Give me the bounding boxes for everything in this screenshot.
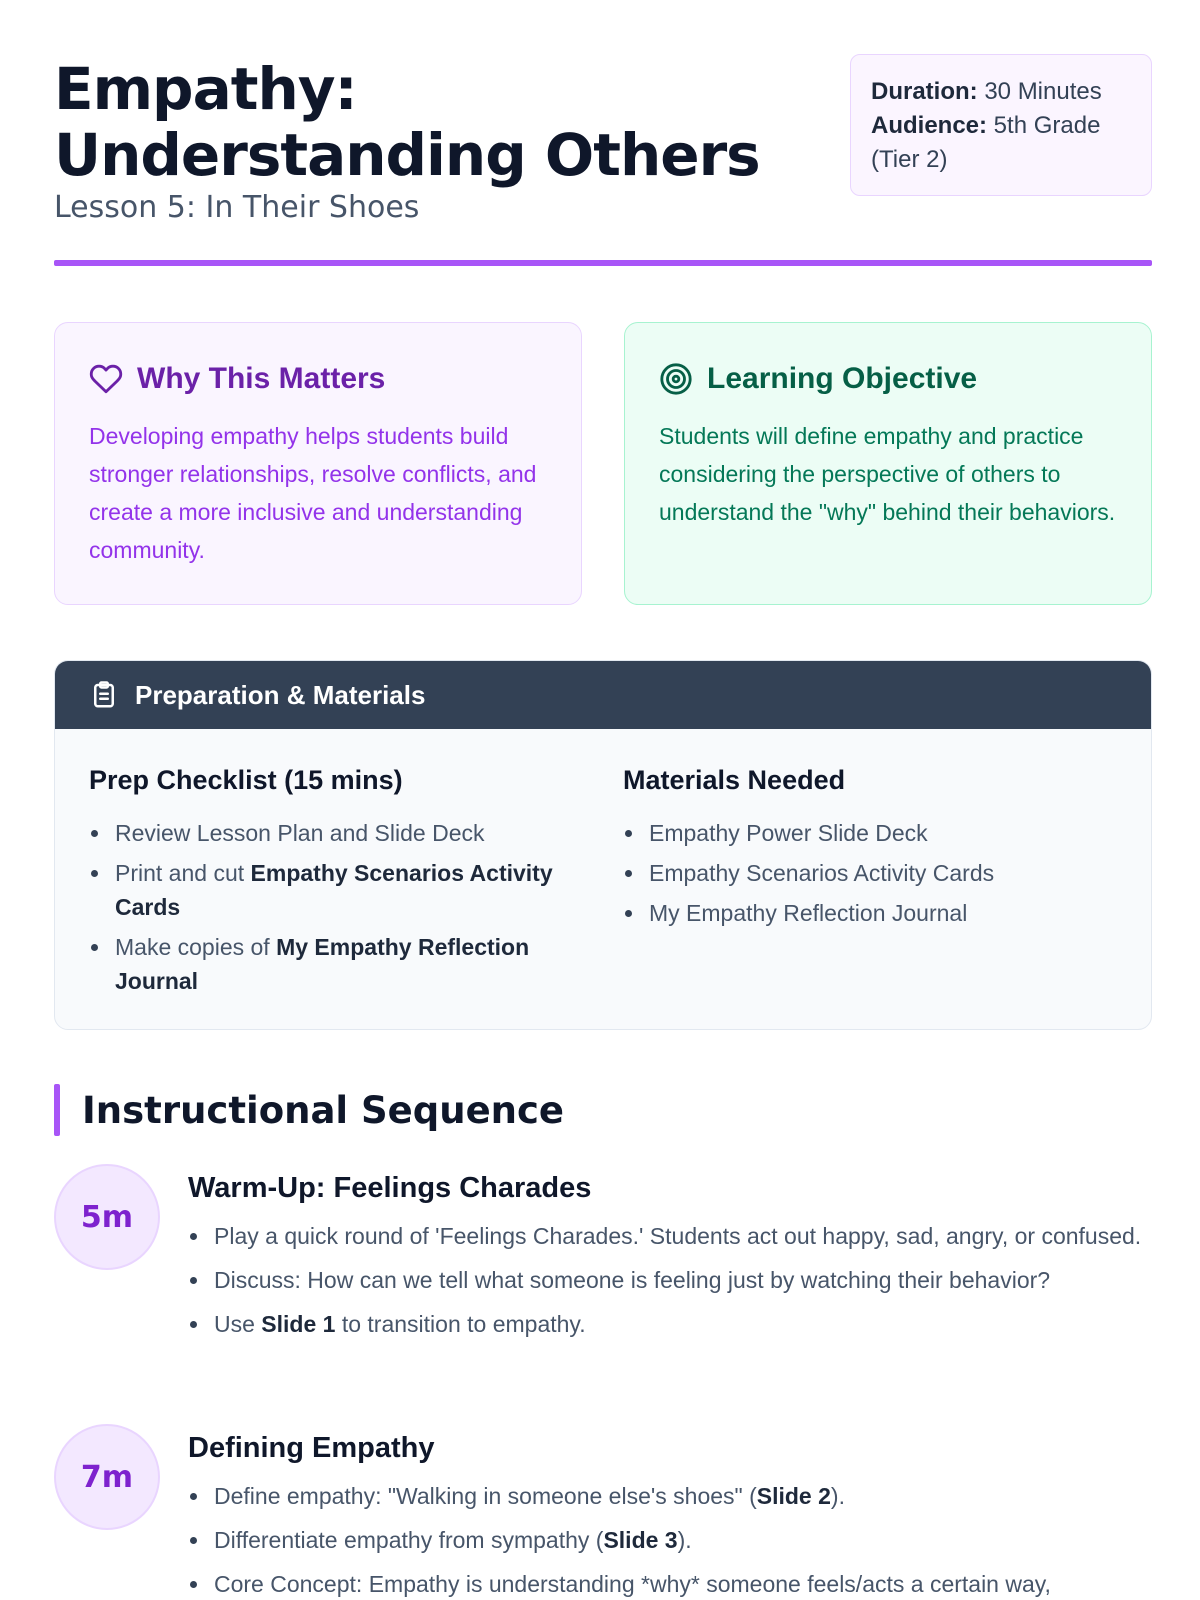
why-card-title: Why This Matters (137, 362, 386, 395)
why-card-header (89, 361, 547, 397)
list-item-text: Print and cut (115, 860, 251, 886)
lesson-plan-page (54, 0, 1152, 1597)
list-item (188, 1477, 1152, 1515)
prep-checklist-column (89, 765, 589, 1004)
audience-row (871, 109, 1131, 177)
duration-row (871, 75, 1131, 109)
intro-cards (54, 322, 1152, 605)
header-divider (54, 260, 1152, 266)
duration-value: 30 Minutes (977, 78, 1102, 105)
list-item-text: Play a quick round of 'Feelings Charades.' Students act out happy, sad, angry, or confused. (214, 1223, 1142, 1249)
step-body (188, 1172, 1152, 1349)
step-list (188, 1477, 1152, 1600)
list-item-bold: Empathy Scenarios Activity Cards (115, 860, 553, 920)
why-card-text: Developing empathy helps students build stronger relationships, resolve conflicts, and create a more inclusive and understanding community. (89, 423, 537, 563)
materials-column (623, 765, 1123, 936)
clipboard-icon (89, 680, 119, 710)
prep-title: Preparation & Materials (135, 679, 426, 710)
target-icon (659, 362, 693, 396)
objective-card-text: Students will define empathy and practice considering the perspective of others to understand the "why" behind their behaviors. (659, 423, 1116, 525)
materials-title: Materials Needed (623, 765, 846, 795)
why-this-matters-card (54, 322, 582, 605)
list-item: My Empathy Reflection Journal (623, 896, 1123, 930)
step-title: Defining Empathy (188, 1432, 435, 1464)
list-item (89, 816, 589, 850)
list-item-text: ). (677, 1527, 692, 1553)
list-item-bold: My Empathy Reflection Journal (115, 934, 530, 994)
prep-checklist-title: Prep Checklist (15 mins) (89, 765, 403, 795)
audience-value: 5th Grade (Tier 2) (871, 112, 1101, 173)
duration-label: Duration: (871, 78, 978, 105)
time-badge: 5m (54, 1164, 160, 1270)
list-item (89, 856, 589, 924)
list-item-bold: Slide 1 (261, 1311, 336, 1337)
list-item (188, 1521, 1152, 1559)
section-title: Instructional Sequence (82, 1088, 565, 1132)
list-item-text: Define empathy: "Walking in someone else's shoes" ( (214, 1483, 757, 1509)
list-item (188, 1217, 1152, 1255)
list-item-text: Discuss: How can we tell what someone is feeling just by watching their behavior? (214, 1267, 1051, 1293)
list-item (188, 1305, 1152, 1343)
lesson-meta-box (850, 54, 1152, 196)
list-item-text: Review Lesson Plan and Slide Deck (115, 820, 485, 846)
learning-objective-card (624, 322, 1152, 605)
page-subtitle: Lesson 5: In Their Shoes (54, 190, 420, 225)
list-item-text: Core Concept: Empathy is understanding *why* someone feels/acts a certain way, (214, 1571, 1051, 1597)
materials-list (623, 816, 1123, 930)
list-item-bold: Slide 3 (603, 1527, 678, 1553)
list-item (188, 1565, 1152, 1600)
list-item-bold: Slide 2 (756, 1483, 831, 1509)
step-title: Warm-Up: Feelings Charades (188, 1172, 592, 1204)
list-item-text: to transition to empathy. (335, 1311, 586, 1337)
audience-label: Audience: (871, 112, 988, 139)
list-item: Empathy Power Slide Deck (623, 816, 1123, 850)
prep-checklist (89, 816, 589, 998)
section-accent-bar (54, 1084, 60, 1136)
objective-card-header (659, 361, 1117, 397)
prep-header (55, 661, 1151, 729)
heart-icon (89, 362, 123, 396)
step-list (188, 1217, 1152, 1343)
page-header (54, 0, 1152, 270)
time-badge: 7m (54, 1424, 160, 1530)
step-body (188, 1432, 1152, 1600)
list-item-text: Make copies of (115, 934, 277, 960)
objective-card-title: Learning Objective (707, 362, 978, 395)
preparation-materials-panel (54, 660, 1152, 1030)
page-title: Empathy: Understanding Others (54, 55, 760, 189)
list-item-text: Use (214, 1311, 262, 1337)
instructional-sequence-header (54, 1084, 564, 1136)
list-item (188, 1261, 1152, 1299)
list-item-text: ). (830, 1483, 845, 1509)
list-item-text: Differentiate empathy from sympathy ( (214, 1527, 604, 1553)
list-item (89, 930, 589, 998)
list-item: Empathy Scenarios Activity Cards (623, 856, 1123, 890)
